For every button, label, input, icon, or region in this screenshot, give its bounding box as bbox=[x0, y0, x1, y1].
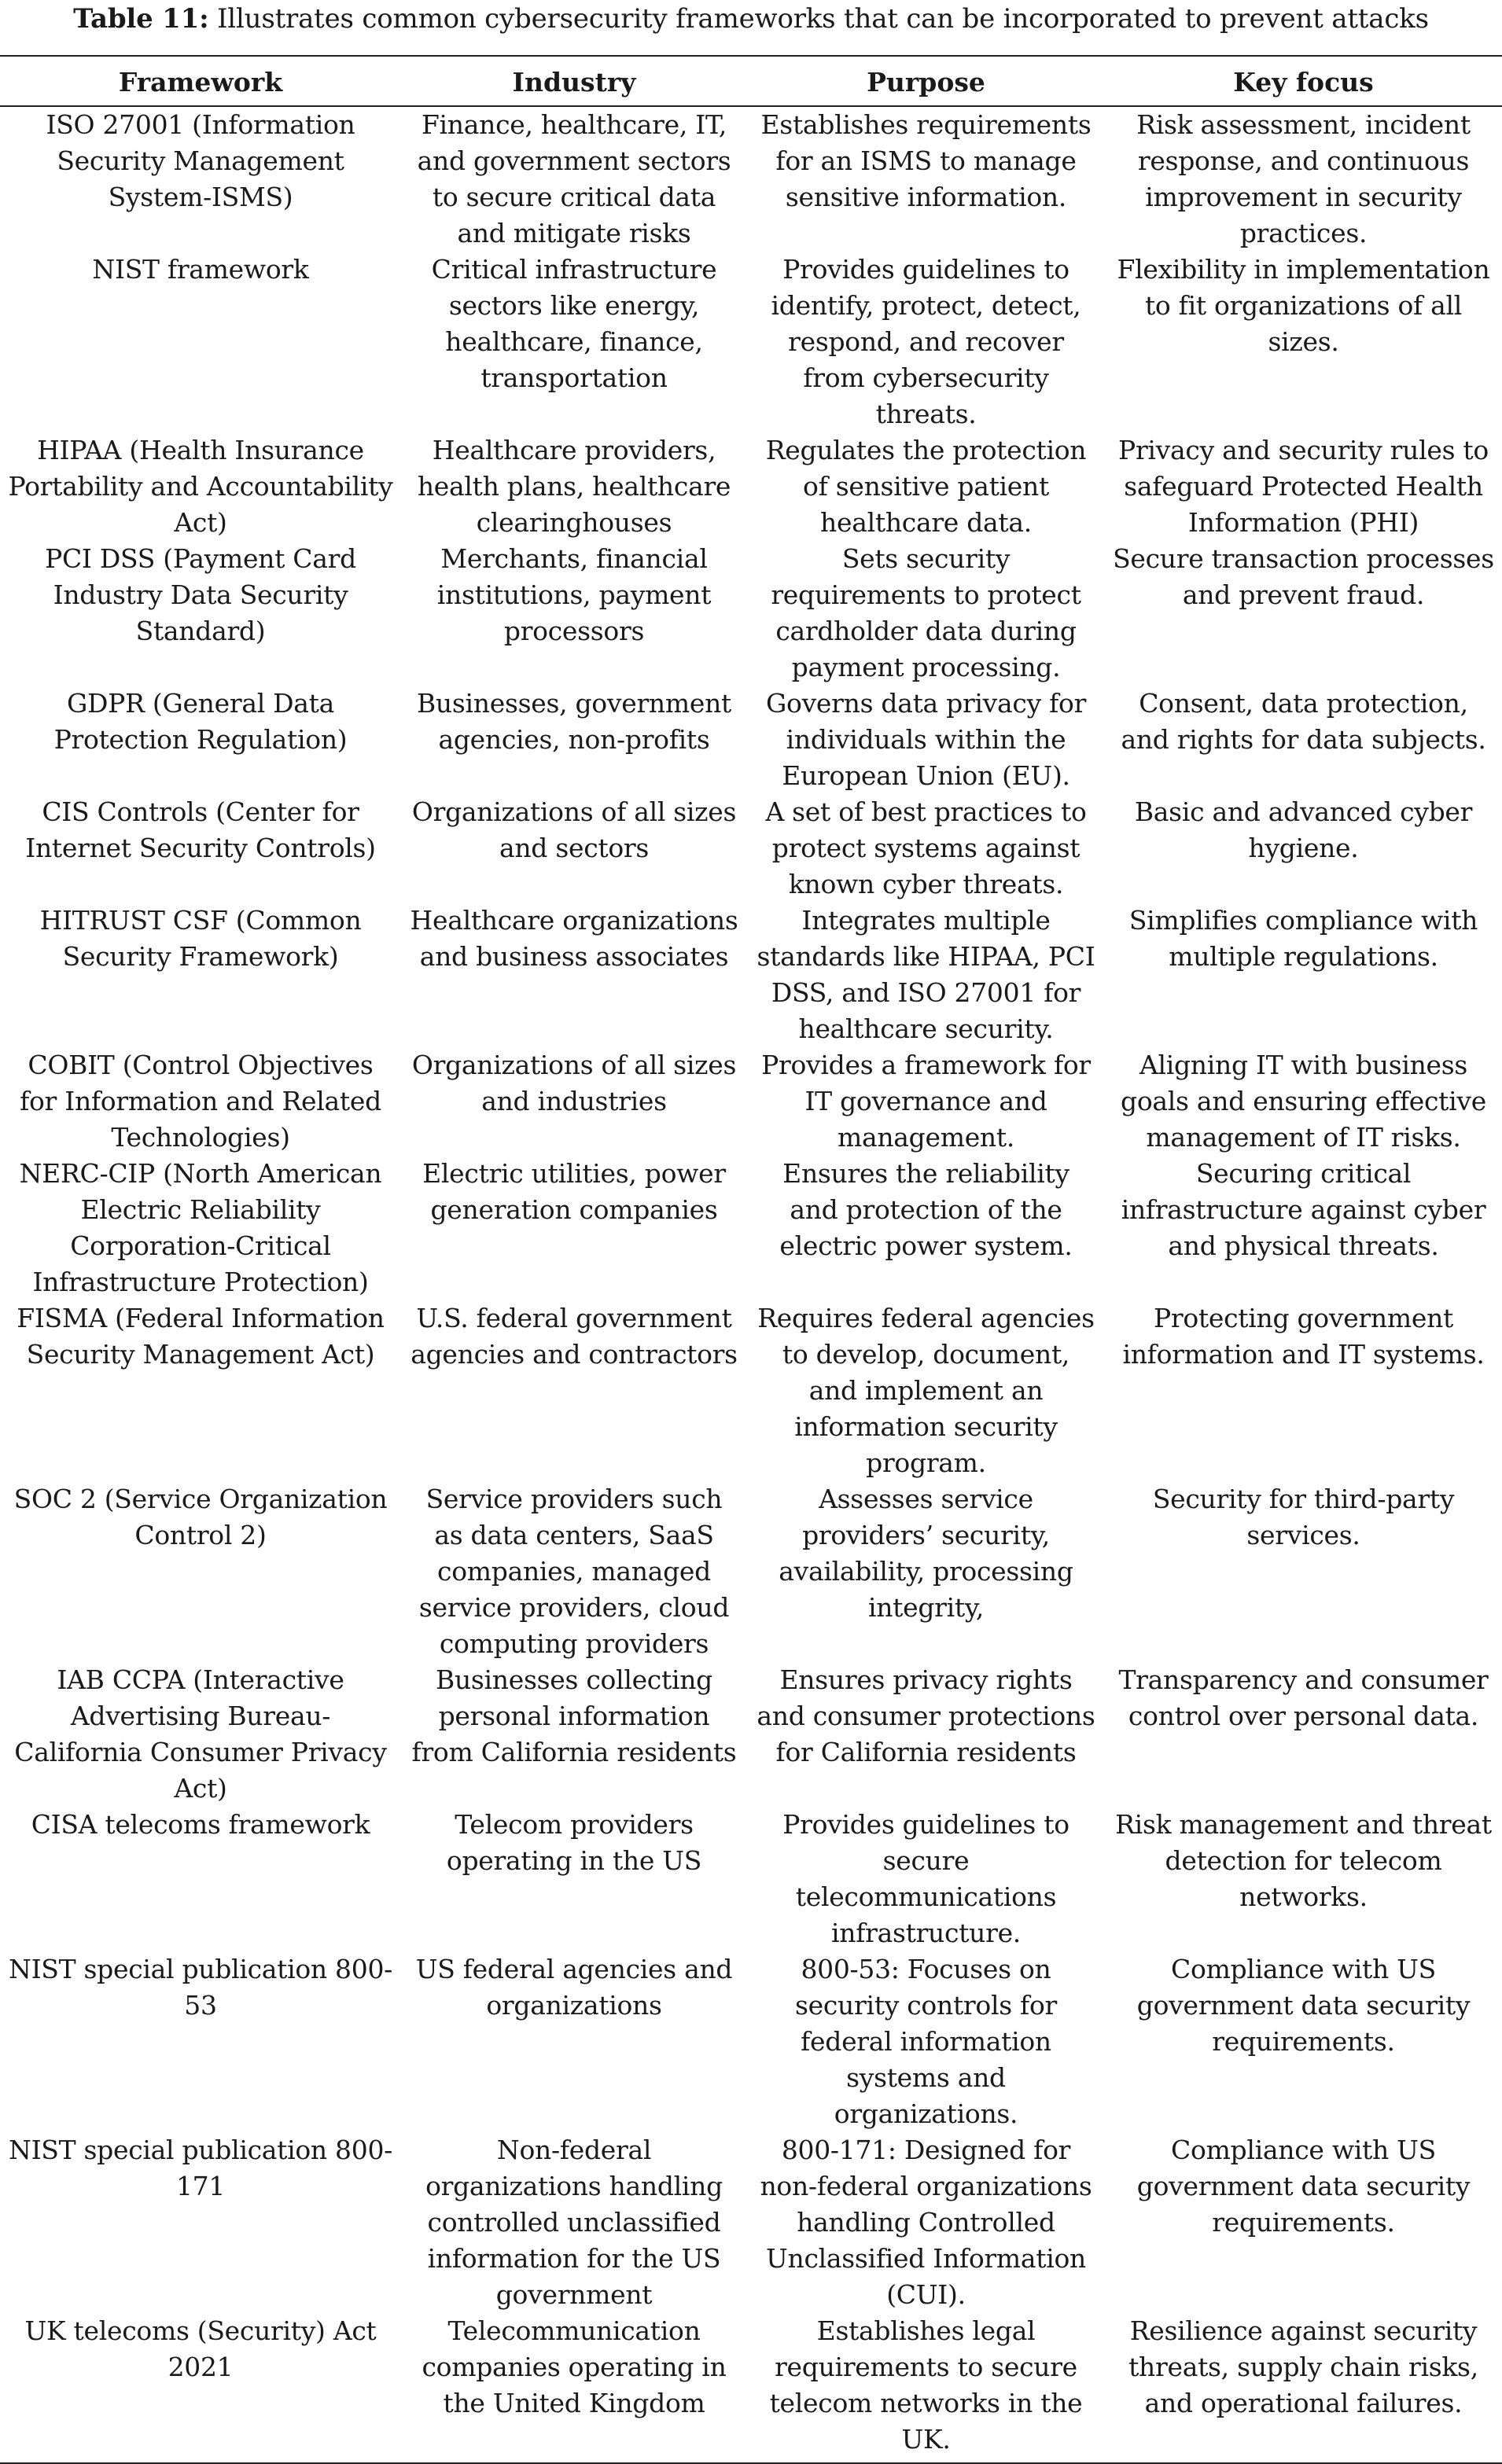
table-caption bbox=[0, 0, 1502, 35]
frameworks-table-container bbox=[0, 55, 1502, 2464]
cell-framework: ISO 27001 (Information Security Management System-ISMS) bbox=[46, 109, 355, 212]
table-row bbox=[0, 1156, 1502, 1300]
cell-key-focus: Risk management and threat detection for telecom networks. bbox=[1115, 1809, 1492, 1912]
cell-framework: COBIT (Control Objectives for Information and Related Technologies) bbox=[20, 1050, 381, 1153]
cell-industry: Telecommunication companies operating in the United Kingdom bbox=[401, 2313, 747, 2463]
cell-purpose: 800-53: Focuses on security controls for federal information systems and organizations. bbox=[795, 1954, 1057, 2129]
cell-framework: NIST special publication 800-53 bbox=[9, 1954, 392, 2021]
cell-key-focus: Compliance with US government data security requirements. bbox=[1136, 1954, 1471, 2057]
table-row bbox=[0, 541, 1502, 686]
cell-industry: Electric utilities, power generation companies bbox=[422, 1158, 726, 1225]
cell-industry: Finance, healthcare, IT, and government sectors to secure critical data and mitigate risks bbox=[417, 109, 731, 248]
cell-industry: Businesses collecting personal information from California residents bbox=[411, 1664, 737, 1767]
cell-framework: UK telecoms (Security) Act 2021 bbox=[0, 2313, 401, 2463]
cell-purpose: 800-171: Designed for non-federal organizations handling Controlled Unclassified Information (CUI). bbox=[760, 2135, 1092, 2310]
cell-industry: Organizations of all sizes and industries bbox=[411, 1050, 737, 1116]
table-row bbox=[0, 1951, 1502, 2132]
cell-industry: Telecom providers operating in the US bbox=[446, 1809, 702, 1876]
cell-purpose: Ensures privacy rights and consumer protections for California residents bbox=[757, 1664, 1095, 1767]
cell-industry: Service providers such as data centers, SaaS companies, managed service providers, cloud computing providers bbox=[418, 1484, 730, 1659]
frameworks-table bbox=[0, 55, 1502, 2464]
cell-key-focus: Flexibility in implementation to fit organizations of all sizes. bbox=[1117, 254, 1490, 357]
cell-industry: Non-federal organizations handling controlled unclassified information for the US government bbox=[425, 2135, 723, 2310]
table-header bbox=[0, 56, 1502, 106]
cell-key-focus: Resilience against security threats, supply chain risks, and operational failures. bbox=[1105, 2313, 1502, 2463]
table-row bbox=[0, 1047, 1502, 1156]
caption-text: Illustrates common cybersecurity frameworks that can be incorporated to prevent attacks bbox=[217, 3, 1429, 35]
cell-industry: Merchants, financial institutions, payment processors bbox=[436, 543, 712, 646]
header-key-focus: Key focus bbox=[1105, 56, 1502, 106]
cell-key-focus: Consent, data protection, and rights for data subjects. bbox=[1121, 688, 1486, 755]
table-row bbox=[0, 432, 1502, 541]
cell-framework: HIPAA (Health Insurance Portability and Accountability Act) bbox=[8, 435, 393, 538]
table-row bbox=[0, 1807, 1502, 1951]
header-purpose: Purpose bbox=[747, 56, 1105, 106]
cell-key-focus: Privacy and security rules to safeguard Protected Health Information (PHI) bbox=[1118, 435, 1489, 538]
table-row bbox=[0, 1662, 1502, 1807]
table-row bbox=[0, 1481, 1502, 1662]
cell-industry: Organizations of all sizes and sectors bbox=[411, 796, 737, 863]
cell-purpose: Provides guidelines to secure telecommunications infrastructure. bbox=[782, 1809, 1069, 1948]
cell-purpose: Establishes legal requirements to secure telecom networks in the UK. bbox=[747, 2313, 1105, 2463]
cell-industry: Businesses, government agencies, non-profits bbox=[416, 688, 732, 755]
table-row bbox=[0, 2313, 1502, 2463]
cell-industry: Healthcare organizations and business associates bbox=[410, 905, 738, 972]
cell-framework: NERC-CIP (North American Electric Reliability Corporation-Critical Infrastructure Protection) bbox=[19, 1158, 382, 1297]
cell-framework: NIST special publication 800-171 bbox=[9, 2135, 392, 2201]
cell-key-focus: Aligning IT with business goals and ensuring effective management of IT risks. bbox=[1121, 1050, 1486, 1153]
cell-purpose: Integrates multiple standards like HIPAA, PCI DSS, and ISO 27001 for healthcare security. bbox=[757, 905, 1095, 1044]
caption-label: Table 11: bbox=[73, 3, 209, 35]
cell-framework: HITRUST CSF (Common Security Framework) bbox=[39, 905, 362, 972]
cell-framework: PCI DSS (Payment Card Industry Data Security Standard) bbox=[45, 543, 356, 646]
cell-framework: CISA telecoms framework bbox=[31, 1809, 370, 1840]
cell-framework: CIS Controls (Center for Internet Security Controls) bbox=[25, 796, 376, 863]
cell-key-focus: Basic and advanced cyber hygiene. bbox=[1134, 796, 1473, 863]
cell-framework: FISMA (Federal Information Security Management Act) bbox=[17, 1303, 385, 1370]
cell-purpose: Sets security requirements to protect cardholder data during payment processing. bbox=[771, 543, 1081, 682]
cell-industry: US federal agencies and organizations bbox=[415, 1954, 733, 2021]
table-row bbox=[0, 106, 1502, 252]
cell-purpose: A set of best practices to protect systems against known cyber threats. bbox=[765, 796, 1087, 899]
cell-key-focus: Simplifies compliance with multiple regulations. bbox=[1128, 905, 1478, 972]
cell-purpose: Assesses service providers’ security, availability, processing integrity, bbox=[779, 1484, 1073, 1623]
cell-framework: NIST framework bbox=[92, 254, 309, 285]
cell-framework: GDPR (General Data Protection Regulation) bbox=[53, 688, 348, 755]
cell-purpose: Requires federal agencies to develop, document, and implement an information security program. bbox=[757, 1303, 1095, 1478]
cell-key-focus: Transparency and consumer control over personal data. bbox=[1118, 1664, 1489, 1731]
table-row bbox=[0, 686, 1502, 794]
cell-industry: Critical infrastructure sectors like energy, healthcare, finance, transportation bbox=[431, 254, 717, 393]
header-industry: Industry bbox=[401, 56, 747, 106]
cell-industry: Healthcare providers, health plans, healthcare clearinghouses bbox=[417, 435, 731, 538]
table-row bbox=[0, 1300, 1502, 1481]
header-row bbox=[0, 56, 1502, 106]
cell-key-focus: Protecting government information and IT systems. bbox=[1122, 1303, 1485, 1370]
header-framework: Framework bbox=[0, 56, 401, 106]
cell-framework: IAB CCPA (Interactive Advertising Bureau-California Consumer Privacy Act) bbox=[14, 1664, 387, 1804]
cell-key-focus: Secure transaction processes and prevent fraud. bbox=[1113, 543, 1494, 610]
cell-purpose: Provides guidelines to identify, protect, detect, respond, and recover from cybersecurity threats. bbox=[771, 254, 1081, 429]
cell-industry: U.S. federal government agencies and contractors bbox=[410, 1303, 738, 1370]
table-row bbox=[0, 252, 1502, 432]
table-body bbox=[0, 106, 1502, 2463]
cell-purpose: Governs data privacy for individuals within the European Union (EU). bbox=[765, 688, 1087, 791]
cell-purpose: Regulates the protection of sensitive patient healthcare data. bbox=[765, 435, 1087, 538]
cell-key-focus: Securing critical infrastructure against cyber and physical threats. bbox=[1121, 1158, 1486, 1261]
table-row bbox=[0, 794, 1502, 903]
table-row bbox=[0, 2132, 1502, 2313]
cell-key-focus: Compliance with US government data security requirements. bbox=[1136, 2135, 1471, 2238]
cell-purpose: Provides a framework for IT governance and management. bbox=[761, 1050, 1091, 1153]
table-row bbox=[0, 903, 1502, 1047]
cell-purpose: Ensures the reliability and protection of the electric power system. bbox=[779, 1158, 1073, 1261]
cell-key-focus: Security for third-party services. bbox=[1152, 1484, 1455, 1550]
cell-key-focus: Risk assessment, incident response, and continuous improvement in security practices. bbox=[1136, 109, 1471, 248]
cell-framework: SOC 2 (Service Organization Control 2) bbox=[13, 1484, 388, 1550]
cell-purpose: Establishes requirements for an ISMS to manage sensitive information. bbox=[760, 109, 1092, 212]
